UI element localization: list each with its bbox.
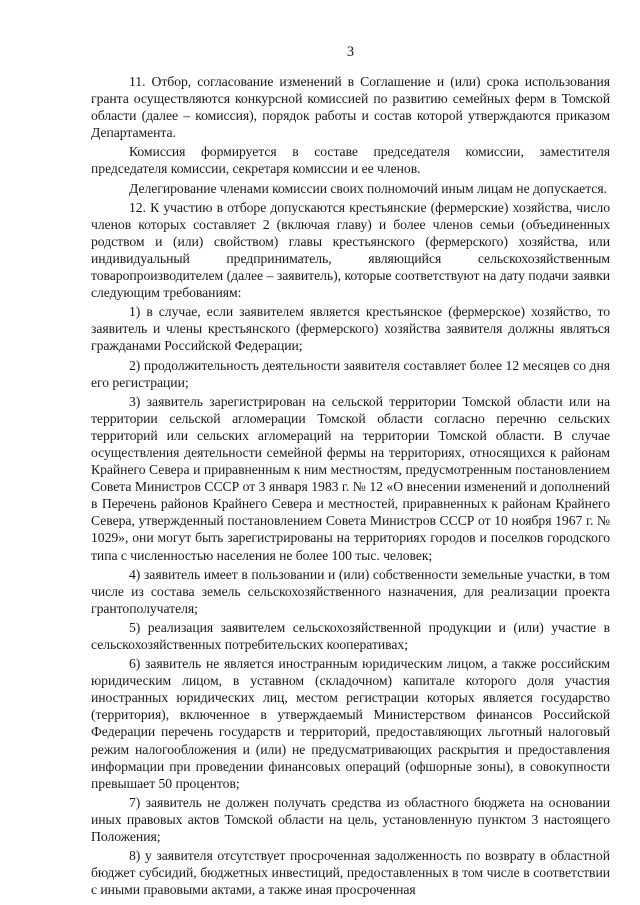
page-number: 3 <box>346 44 355 60</box>
requirement-3-rural-registration: 3) заявитель зарегистрирован на сельской территории Томской области или на территории сельской агломерации Томской области согласно перечню сельских территорий или сельских агломераций на территории Томской области. В случае осуществления деятельности семейной фермы на территориях, относящихся к районам Крайнего Севера и приравненным к ним местностям, предусмотренным постановлением Совета Министров СССР от 3 января 1983 г. № 12 «О внесении изменений и дополнений в Перечень районов Крайнего Севера и местностей, приравненных к районам Крайнего Севера, утвержденный постановлением Совета Министров СССР от 10 ноября 1967 г. № 1029», они могут быть зарегистрированы на территориях городов и поселков городского типа с численностью населения не более 100 тыс. человек; <box>91 393 610 563</box>
requirement-4-land-plots: 4) заявитель имеет в пользовании и (или) собственности земельные участки, в том числе из состава земель сельскохозяйственного назначения, для реализации проекта грантополучателя; <box>91 566 610 616</box>
paragraph-delegation-prohibited: Делегирование членами комиссии своих полномочий иным лицам не допускается. <box>129 180 607 196</box>
paragraph-commission-composition: Комиссия формируется в составе председателя комиссии, заместителя председателя комиссии, секретаря комиссии и ее членов. <box>91 144 610 177</box>
paragraph-11-selection-commission: 11. Отбор, согласование изменений в Соглашение и (или) срока использования гранта осуществляются конкурсной комиссией по развитию семейных ферм в Томской области (далее – комиссия), порядок работы и состав которой утверждаются приказом Департамента. <box>91 74 610 141</box>
requirement-5-agricultural-sales: 5) реализация заявителем сельскохозяйственной продукции и (или) участие в сельскохозяйственных потребительских кооперативах; <box>91 619 610 652</box>
requirement-2-activity-duration: 2) продолжительность деятельности заявителя составляет более 12 месяцев со дня его регистрации; <box>91 357 610 390</box>
requirement-6-not-foreign-entity: 6) заявитель не является иностранным юридическим лицом, а также российским юридическим лицом, в уставном (складочном) капитале которого доля участия иностранных юридических лиц, местом регистрации которых является государство (территория), включенное в утверждаемый Министерством финансов Российской Федерации перечень государств и территорий, предоставляющих льготный налоговый режим налогообложения и (или) не предусматривающих раскрытия и предоставления информации при проведении финансовых операций (офшорные зоны), в совокупности превышает 50 процентов; <box>91 656 610 791</box>
requirement-1-citizenship: 1) в случае, если заявителем является крестьянское (фермерское) хозяйство, то заявитель и члены крестьянского (фермерского) хозяйства заявителя должны являться гражданами Российской Федерации; <box>91 304 610 354</box>
requirement-8-no-overdue-debt: 8) у заявителя отсутствует просроченная задолженность по возврату в областной бюджет субсидий, бюджетных инвестиций, предоставленных в том числе в соответствии с иными правовыми актами, а также иная просроченная <box>91 848 610 898</box>
paragraph-12-admission-requirements: 12. К участию в отборе допускаются крестьянские (фермерские) хозяйства, число членов которых составляет 2 (включая главу) и более членов семьи (объединенных родством и (или) свойством) главы крестьянского (фермерского) хозяйства, или индивидуальный предприниматель, являющийся сельскохозяйственным товаропроизводителем (далее – заявитель), которые соответствуют на дату подачи заявки следующим требованиям: <box>91 199 610 301</box>
requirement-7-no-regional-funds: 7) заявитель не должен получать средства из областного бюджета на основании иных правовых актов Томской области на цель, установленную пунктом 3 настоящего Положения; <box>91 794 610 845</box>
document-body <box>91 73 610 898</box>
